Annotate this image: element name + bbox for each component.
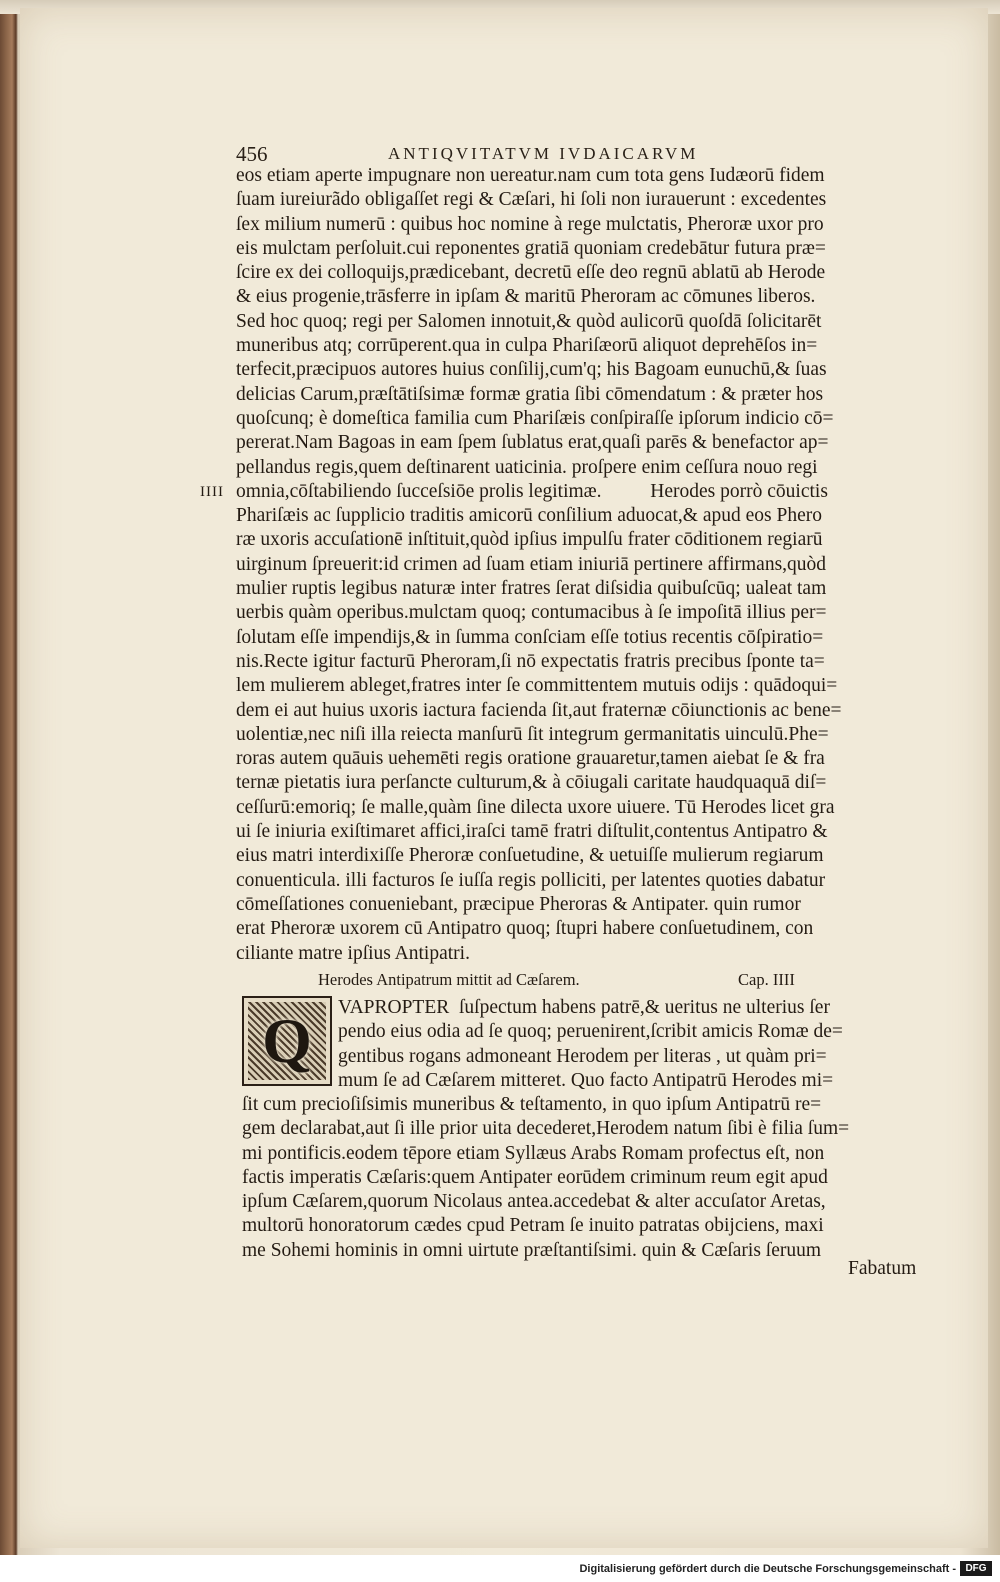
text-line: delicias Carum,præſtātiſsimæ formæ gratia ſibi cōmendatum : & præter hos (236, 383, 824, 405)
text-line: mulier ruptis legibus naturæ inter fratres ſerat diſsidia quibuſcūq; ualeat tam (236, 578, 827, 600)
text-line: & eius progenie,trāsferre in ipſam & maritū Pheroram ac cōmunes liberos. (236, 286, 816, 308)
funding-notice: Digitalisierung gefördert durch die Deutsche Forschungsgemeinschaft - (579, 1563, 956, 1575)
text-line: roras autem quāuis uehemēti regis oratione grauaretur,tamen aiebat ſe & fra (236, 748, 825, 770)
text-line: terfecit,præcipuos autores huius conſilij,cum'q; his Bagoam eunuchū,& ſuas (236, 359, 827, 381)
text-line: ſit cum precioſiſsimis muneribus & teſtamento, in quo ipſum Antipatrū re= (242, 1094, 822, 1115)
text-line: eius matri interdixiſſe Pheroræ conſuetudine, & uetuiſſe mulierum regiarum (236, 845, 824, 867)
text-line: ſcire ex dei colloquijs,prædicebant, decretū eſſe deo regnū ablatū ab Herode (236, 262, 826, 284)
text-line: me Sohemi hominis in omni uirtute præſtantiſsimi. quin & Cæſaris ſeruum (242, 1239, 822, 1261)
chapter-text (242, 1093, 908, 1263)
text-line: mi pontificis.eodem tēpore etiam Syllæus Arabs Romam profectus eſt, non (242, 1142, 825, 1164)
text-line: omnia,cōſtabiliendo ſucceſsiōe prolis legitimæ. Herodes porrò cōuictis (236, 480, 828, 502)
text-line: ſolutam eſſe impendijs,& in ſumma conſciam eſſe totius recentis cōſpiratio= (236, 626, 824, 648)
main-text (236, 164, 906, 966)
text-line: pendo eius odia ad ſe quoq; peruenirent,ſcribit amicis Romæ de= (338, 1021, 843, 1043)
text-line: uerbis quàm operibus.mulctam quoq; contumacibus à ſe impoſitā illius per= (236, 602, 827, 624)
text-line: eis mulctam perſoluit.cui reponentes gratiā quoniam credebātur futura præ= (236, 237, 826, 259)
catchword: Fabatum (848, 1258, 917, 1279)
decorated-initial (242, 996, 332, 1086)
text-line: muneribus atq; corrūperent.qua in culpa Phariſæorū aliquot deprehēſos in= (236, 335, 818, 357)
text-line: ui ſe iniuria exiſtimaret affici,iraſci tamē fratri diſtulit,contentus Antipatro & (236, 821, 828, 843)
text-line: eos etiam aperte impugnare non uereatur.nam cum tota gens Iudæorū fidem (236, 165, 825, 186)
text-line: ræ uxoris accuſationē inſtituit,quòd ipſius impulſu frater cōditionem regiarū (236, 529, 823, 551)
text-line: multorū honoratorum cædes cpud Petram ſe inuito patratas obijciens, maxi (242, 1215, 824, 1237)
text-line: ſuam iureiurãdo obligaſſet regi & Cæſari, hi ſoli non iurauerunt : excedentes (236, 189, 827, 211)
text-line: erat Pheroræ uxorem cū Antipatro quoq; ſtupri habere conſuetudinem, con (236, 918, 814, 940)
chapter-heading (318, 970, 838, 994)
running-title: ANTIQVITATVM IVDAICARVM (388, 144, 699, 163)
chapter-title: Herodes Antipatrum mittit ad Cæſarem. (318, 970, 580, 989)
text-line: ſex milium numerū : quibus hoc nomine à rege mulctatis, Pheroræ uxor pro (236, 213, 824, 235)
text-line: uolentiæ,nec niſi illa reiecta manſurū ſit integrum germanitatis uinculū.Phe= (236, 723, 829, 745)
margin-note: IIII (200, 484, 224, 500)
chapter-text-indented (338, 996, 908, 1093)
text-line: conuenticula. illi facturos ſe iuſſa regis polliciti, per latentes quoties dabatur (236, 869, 826, 891)
text-line: ternæ pietatis iura perſancte culturum,& à cōiugali caritate haudquaquā diſ= (236, 772, 827, 794)
text-line: ipſum Cæſarem,quorum Nicolaus antea.accedebat & alter accuſator Aretas, (242, 1191, 826, 1213)
dfg-logo[interactable]: DFG (960, 1561, 992, 1576)
text-line: pellandus regis,quem deſtinarent uaticinia. proſpere enim ceſſura nouo regi (236, 456, 818, 478)
footer-bar (0, 1555, 1000, 1582)
text-line: uirginum ſpreuerit:id crimen ad ſuam etiam iniuriā pertinere affirmans,quòd (236, 553, 827, 575)
chapter-number: Cap. IIII (738, 970, 795, 989)
text-line: gem declarabat,aut ſi ille prior uita decederet,Herodem natum ſibi è filia ſum= (242, 1118, 850, 1140)
text-line: VAPROPTER ſuſpectum habens patrē,& ueritus ne ulterius ſer (338, 997, 830, 1018)
initial-letter: Q (262, 1005, 312, 1076)
text-line: mum ſe ad Cæſarem mitteret. Quo facto Antipatrū Herodes mi= (338, 1069, 834, 1091)
text-line: pererat.Nam Bagoas in eam ſpem ſublatus erat,quaſi parēs & benefactor ap= (236, 432, 829, 454)
text-line: lem mulierem ableget,fratres inter ſe committentem mutuis odijs : quādoqui= (236, 675, 838, 697)
text-line: Phariſæis ac ſupplicio traditis amicorū conſilium aduocat,& apud eos Phero (236, 505, 822, 527)
text-line: ciliante matre ipſius Antipatri. (236, 942, 470, 964)
text-line: gentibus rogans admoneant Herodem per literas , ut quàm pri= (338, 1045, 827, 1067)
text-line: cōmeſſationes conueniebant, præcipue Pheroras & Antipater. quin rumor (236, 893, 801, 915)
text-line: factis imperatis Cæſaris:quem Antipater eorūdem criminum reum egit apud (242, 1166, 828, 1188)
text-line: Sed hoc quoq; regi per Salomen innotuit,& quòd aulicorū quoſdā ſolicitarēt (236, 310, 822, 332)
text-line: nis.Recte igitur facturū Pheroram,ſi nō expectatis fratris precibus ſponte ta= (236, 650, 825, 672)
text-line: quoſcunq; è domeſtica familia cum Phariſæis conſpiraſſe ipſorum indicio cō= (236, 407, 834, 429)
text-line: dem ei aut huius uxoris iactura facienda ſit,aut fraternæ cōiunctionis ac bene= (236, 699, 842, 721)
text-line: ceſſurū:emoriq; ſe malle,quàm ſine dilecta uxore uiuere. Tū Herodes licet gra (236, 796, 835, 818)
page-number: 456 (236, 142, 268, 166)
